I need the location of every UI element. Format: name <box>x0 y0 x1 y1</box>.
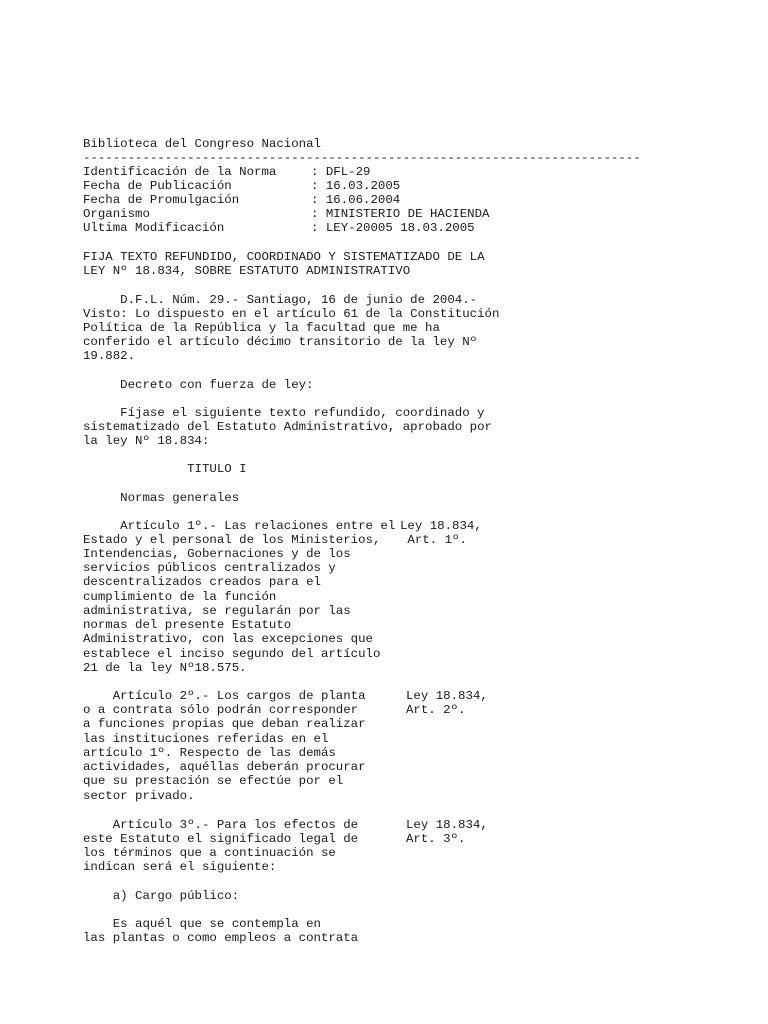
meta-label-organismo: Organismo <box>83 207 150 221</box>
art1-line: establece el inciso segundo del artículo <box>83 647 381 661</box>
fijase-line: Fíjase el siguiente texto refundido, coordinado y <box>83 406 485 420</box>
art1-line: Intendencias, Gobernaciones y de los <box>83 547 351 561</box>
art2-line: actividades, aquéllas deberán procurar <box>83 760 366 774</box>
art3-line: Artículo 3º.- Para los efectos de <box>83 818 359 832</box>
decreto-line: Decreto con fuerza de ley: <box>83 378 314 392</box>
meta-label-modificacion: Ultima Modificación <box>83 221 225 235</box>
preamble-line: Política de la República y la facultad que me ha <box>83 321 440 335</box>
art1-line: administrativa, se regularán por las <box>83 604 351 618</box>
art2-reference: Ley 18.834, <box>406 689 488 703</box>
library-name: Biblioteca del Congreso Nacional <box>83 137 321 151</box>
preamble-line: Visto: Lo dispuesto en el artículo 61 de la Constitución <box>83 307 500 321</box>
meta-value-organismo: : MINISTERIO DE HACIENDA <box>311 207 490 221</box>
art3-reference: Art. 3º. <box>406 832 466 846</box>
art2-line: o a contrata sólo podrán corresponder <box>83 703 359 717</box>
cargo-text-line: las plantas o como empleos a contrata <box>83 931 359 945</box>
law-title-line: LEY Nº 18.834, SOBRE ESTATUTO ADMINISTRATIVO <box>83 264 411 278</box>
art1-line: descentralizados creados para el <box>83 575 321 589</box>
art3-line: este Estatuto el significado legal de <box>83 832 359 846</box>
meta-label-norma: Identificación de la Norma <box>83 165 277 179</box>
preamble-line: D.F.L. Núm. 29.- Santiago, 16 de junio de 2004.- <box>83 293 478 307</box>
meta-label-publicacion: Fecha de Publicación <box>83 179 232 193</box>
art1-line: Estado y el personal de los Ministerios, <box>83 533 381 547</box>
art3-line: indican será el siguiente: <box>83 860 277 874</box>
preamble-line: conferido el artículo décimo transitorio de la ley Nº <box>83 335 478 349</box>
art2-line: las instituciones referidas en el <box>83 732 329 746</box>
art1-line: normas del presente Estatuto <box>83 618 292 632</box>
art1-line: cumplimiento de la función <box>83 590 277 604</box>
art1-reference: Ley 18.834, <box>400 519 482 533</box>
meta-value-publicacion: : 16.03.2005 <box>311 179 401 193</box>
art1-line: Artículo 1º.- Las relaciones entre el <box>83 519 396 533</box>
art1-line: Administrativo, con las excepciones que <box>83 632 373 646</box>
art2-reference: Art. 2º. <box>406 703 466 717</box>
meta-label-promulgacion: Fecha de Promulgación <box>83 193 240 207</box>
header-rule: --------------------------------------------------------------------------- <box>83 151 641 165</box>
art2-line: sector privado. <box>83 789 195 803</box>
cargo-heading: a) Cargo público: <box>83 889 240 903</box>
art1-line: servicios públicos centralizados y <box>83 561 336 575</box>
meta-value-modificacion: : LEY-20005 18.03.2005 <box>311 221 475 235</box>
meta-value-norma: : DFL-29 <box>311 165 371 179</box>
preamble-line: 19.882. <box>83 349 136 363</box>
art2-line: artículo 1º. Respecto de las demás <box>83 746 336 760</box>
art1-line: 21 de la ley Nº18.575. <box>83 661 247 675</box>
cargo-text-line: Es aquél que se contempla en <box>83 917 321 931</box>
law-title-line: FIJA TEXTO REFUNDIDO, COORDINADO Y SISTEMATIZADO DE LA <box>83 250 485 264</box>
section-heading: Normas generales <box>83 491 240 505</box>
art3-line: los términos que a continuación se <box>83 846 336 860</box>
fijase-line: la ley Nº 18.834: <box>83 434 210 448</box>
art2-line: a funciones propias que deban realizar <box>83 717 366 731</box>
fijase-line: sistematizado del Estatuto Administrativo, aprobado por <box>83 420 492 434</box>
meta-value-promulgacion: : 16.06.2004 <box>311 193 401 207</box>
art2-line: Artículo 2º.- Los cargos de planta <box>83 689 366 703</box>
titulo-heading: TITULO I <box>83 462 247 476</box>
art2-line: que su prestación se efectúe por el <box>83 774 344 788</box>
art3-reference: Ley 18.834, <box>406 818 488 832</box>
art1-reference: Art. 1º. <box>400 533 467 547</box>
